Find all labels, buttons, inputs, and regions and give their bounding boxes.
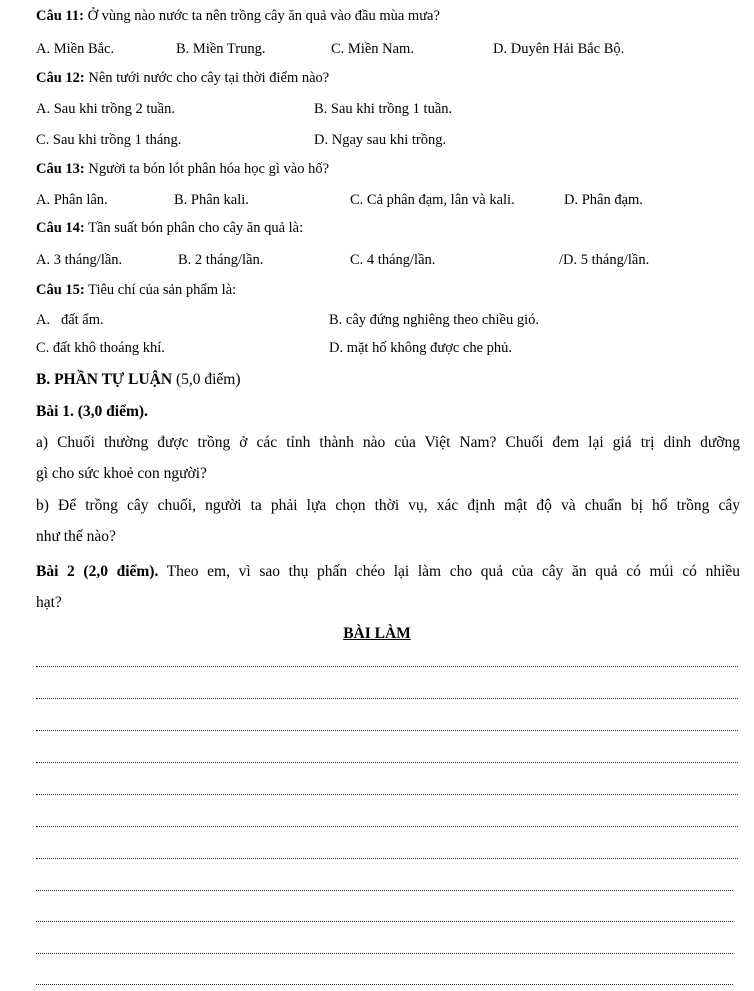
answer-line[interactable] [36,698,738,699]
question-13-text: Người ta bón lót phân hóa học gì vào hố? [84,161,330,177]
q15-option-a: A. đất ẩm. [36,312,104,328]
answer-line[interactable] [36,666,738,667]
q15-option-c: C. đất khô thoáng khí. [36,340,165,356]
question-13 [36,161,329,178]
q11-option-b: B. Miền Trung. [176,41,266,57]
q13-option-c: C. Cả phân đạm, lân và kali. [350,192,515,208]
answer-heading: BÀI LÀM [343,625,411,642]
bai-1a-line-1: a) Chuối thường được trồng ở các tỉnh thành nào của Việt Nam? Chuối đem lại giá trị dinh dưỡng [36,434,740,451]
bai-2-title: Bài 2 (2,0 điểm). [36,563,159,580]
q12-option-b: B. Sau khi trồng 1 tuần. [314,101,453,117]
answer-line[interactable] [36,826,738,827]
section-b-points: (5,0 điểm) [172,371,241,388]
bai-2-line-1 [36,563,740,581]
question-11 [36,8,440,25]
section-b-heading [36,371,241,389]
bai-1-title: Bài 1. (3,0 điểm). [36,403,148,420]
q11-option-c: C. Miền Nam. [331,41,414,57]
q14-option-b: B. 2 tháng/lần. [178,252,264,268]
question-14-label: Câu 14: [36,220,85,236]
bai-1b-line-1: b) Để trồng cây chuối, người ta phải lựa chọn thời vụ, xác định mật độ và chuẩn bị hố trồng cây [36,497,740,514]
q12-option-c: C. Sau khi trồng 1 tháng. [36,132,182,148]
answer-line[interactable] [36,858,738,859]
answer-line[interactable] [36,794,738,795]
q13-option-b: B. Phân kali. [174,192,249,208]
bai-2-question: Theo em, vì sao thụ phấn chéo lại làm cho quả của cây ăn quả có múi có nhiều [158,563,741,580]
q13-option-a: A. Phân lân. [36,192,108,208]
question-12-text: Nên tưới nước cho cây tại thời điểm nào? [84,70,330,86]
question-14 [36,220,303,237]
q11-option-d: D. Duyên Hải Bắc Bộ. [493,41,625,57]
q12-option-d: D. Ngay sau khi trồng. [314,132,447,148]
q14-option-c: C. 4 tháng/lần. [350,252,436,268]
question-15-label: Câu 15: [36,282,85,298]
q14-option-d: /D. 5 tháng/lần. [559,252,650,268]
bai-1b-line-2: như thế nào? [36,528,116,545]
question-14-text: Tần suất bón phân cho cây ăn quả là: [84,220,304,236]
answer-line[interactable] [36,953,733,954]
answer-line[interactable] [36,730,738,731]
question-11-text: Ở vùng nào nước ta nên trồng cây ăn quả vào đầu mùa mưa? [83,8,440,24]
answer-line[interactable] [36,984,733,985]
q11-option-a: A. Miền Bắc. [36,41,115,57]
question-12-label: Câu 12: [36,70,85,86]
question-11-label: Câu 11: [36,8,84,24]
q13-option-d: D. Phân đạm. [564,192,643,208]
q15-option-b: B. cây đứng nghiêng theo chiều gió. [329,312,540,328]
answer-line[interactable] [36,890,733,891]
question-13-label: Câu 13: [36,161,85,177]
answer-line[interactable] [36,762,738,763]
q12-option-a: A. Sau khi trồng 2 tuần. [36,101,175,117]
bai-1a-line-2: gì cho sức khoẻ con người? [36,465,207,482]
bai-2-line-2: hạt? [36,594,62,611]
question-12 [36,70,329,87]
q14-option-a: A. 3 tháng/lần. [36,252,123,268]
question-15 [36,282,236,299]
answer-line[interactable] [36,921,733,922]
question-15-text: Tiêu chí của sản phẩm là: [84,282,237,298]
q15-option-d: D. mặt hố không được che phủ. [329,340,513,356]
section-b-title: B. PHẦN TỰ LUẬN [36,371,173,388]
